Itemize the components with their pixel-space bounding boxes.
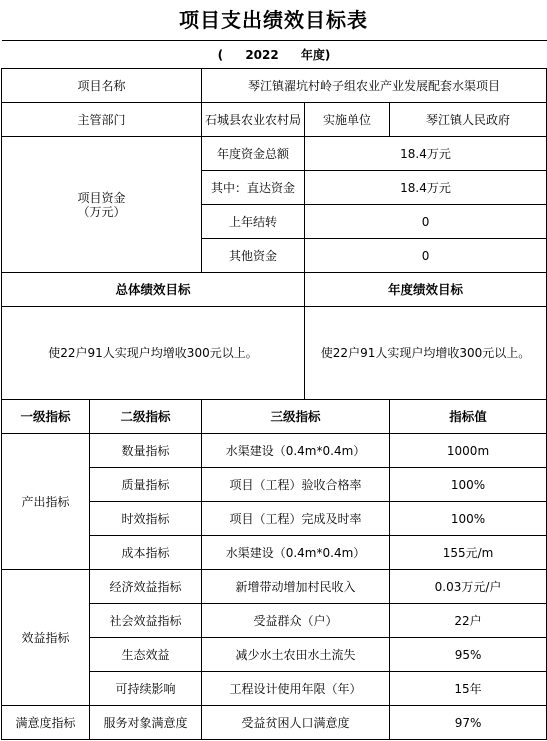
indicator-row <box>2 434 547 468</box>
year-open: ( <box>217 47 224 62</box>
value-cell: 15年 <box>390 672 547 706</box>
level3-cell: 受益群众（户） <box>202 604 390 638</box>
project-name-label: 项目名称 <box>2 69 202 103</box>
level1-satisfaction: 满意度指标 <box>2 706 90 740</box>
header-level1: 一级指标 <box>2 400 90 434</box>
fund-row-value: 0 <box>305 205 547 239</box>
goals-header-row <box>2 273 547 307</box>
level3-cell: 水渠建设（0.4m*0.4m） <box>202 434 390 468</box>
level2-cell: 成本指标 <box>90 536 202 570</box>
level2-cell: 时效指标 <box>90 502 202 536</box>
indicator-header-row <box>2 400 547 434</box>
level2-cell: 可持续影响 <box>90 672 202 706</box>
fund-row <box>2 137 547 171</box>
impl-unit-value: 琴江镇人民政府 <box>390 103 547 137</box>
dept-row <box>2 103 547 137</box>
level3-cell: 减少水土农田水土流失 <box>202 638 390 672</box>
level2-cell: 社会效益指标 <box>90 604 202 638</box>
goals-text-row <box>2 307 547 400</box>
fund-row-label: 上年结转 <box>202 205 305 239</box>
year-value: 2022 <box>245 47 279 62</box>
header-value: 指标值 <box>390 400 547 434</box>
level3-cell: 新增带动增加村民收入 <box>202 570 390 604</box>
value-cell: 22户 <box>390 604 547 638</box>
performance-table <box>1 40 547 740</box>
fund-row-label: 年度资金总额 <box>202 137 305 171</box>
value-cell: 0.03万元/户 <box>390 570 547 604</box>
level2-cell: 质量指标 <box>90 468 202 502</box>
level3-cell: 水渠建设（0.4m*0.4m） <box>202 536 390 570</box>
fund-row-label: 其中：直达资金 <box>202 171 305 205</box>
level3-cell: 工程设计使用年限（年） <box>202 672 390 706</box>
fund-label: 项目资金 （万元） <box>2 137 202 273</box>
level2-cell: 数量指标 <box>90 434 202 468</box>
page-title: 项目支出绩效目标表 <box>179 8 368 32</box>
header-level2: 二级指标 <box>90 400 202 434</box>
fund-row-value: 18.4万元 <box>305 171 547 205</box>
value-cell: 155元/m <box>390 536 547 570</box>
indicator-row <box>2 570 547 604</box>
year-unit: 年度) <box>300 47 331 62</box>
level2-cell: 服务对象满意度 <box>90 706 202 740</box>
value-cell: 97% <box>390 706 547 740</box>
indicator-row <box>2 706 547 740</box>
year-row <box>2 41 547 69</box>
level2-cell: 生态效益 <box>90 638 202 672</box>
dept-label: 主管部门 <box>2 103 202 137</box>
header-level3: 三级指标 <box>202 400 390 434</box>
project-name-row <box>2 69 547 103</box>
value-cell: 95% <box>390 638 547 672</box>
fund-row-value: 0 <box>305 239 547 273</box>
overall-goal-text: 使22户91人实现户均增收300元以上。 <box>2 307 305 400</box>
level3-cell: 项目（工程）完成及时率 <box>202 502 390 536</box>
value-cell: 1000m <box>390 434 547 468</box>
level2-cell: 经济效益指标 <box>90 570 202 604</box>
fund-row-value: 18.4万元 <box>305 137 547 171</box>
level1-output: 产出指标 <box>2 434 90 570</box>
annual-goal-text: 使22户91人实现户均增收300元以上。 <box>305 307 547 400</box>
value-cell: 100% <box>390 502 547 536</box>
impl-unit-label: 实施单位 <box>305 103 390 137</box>
fund-row-label: 其他资金 <box>202 239 305 273</box>
project-name-value: 琴江镇濯坑村岭子组农业产业发展配套水渠项目 <box>202 69 547 103</box>
level1-benefit: 效益指标 <box>2 570 90 706</box>
value-cell: 100% <box>390 468 547 502</box>
dept-value: 石城县农业农村局 <box>202 103 305 137</box>
level3-cell: 项目（工程）验收合格率 <box>202 468 390 502</box>
annual-goal-header: 年度绩效目标 <box>305 273 547 307</box>
overall-goal-header: 总体绩效目标 <box>2 273 305 307</box>
level3-cell: 受益贫困人口满意度 <box>202 706 390 740</box>
